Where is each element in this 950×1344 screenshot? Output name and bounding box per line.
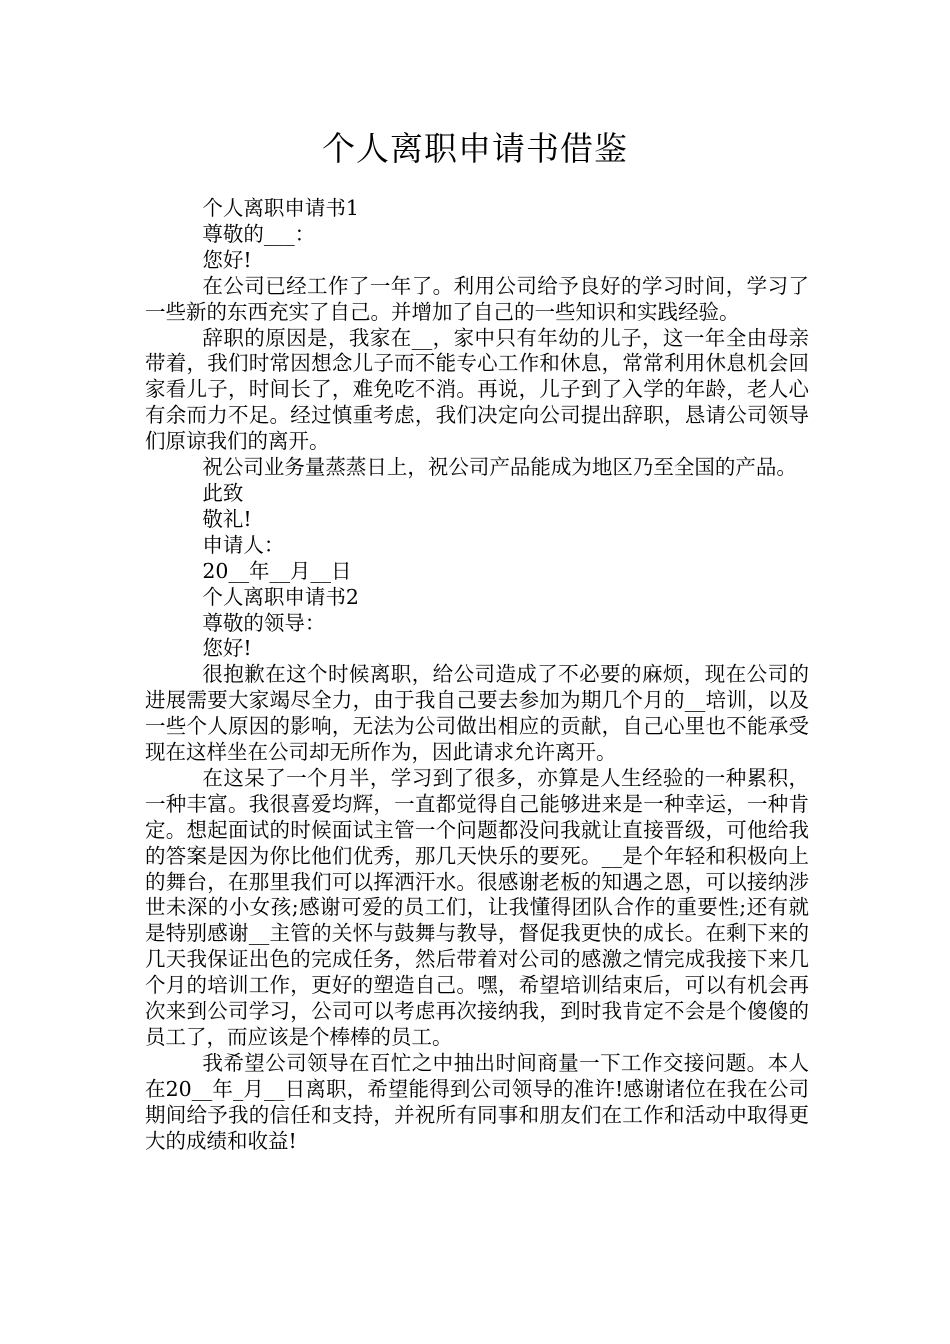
applicant-line: 申请人：: [202, 532, 285, 557]
body-paragraph: 在公司已经工作了一年了。利用公司给予良好的学习时间，学习了一些新的东西充实了自己。并增加了自己的一些知识和实践经验。: [145, 273, 809, 324]
document-title: 个人离职申请书借鉴: [322, 129, 628, 168]
date-line: 20__年__月__日: [202, 558, 352, 583]
body-paragraph: 祝公司业务量蒸蒸日上，祝公司产品能成为地区乃至全国的产品。: [202, 455, 797, 480]
salutation: 尊敬的___：: [202, 221, 316, 246]
closing-salute: 敬礼!: [202, 506, 252, 531]
greeting: 您好!: [202, 636, 252, 661]
closing-line: 此致: [202, 480, 244, 505]
document-body: [145, 196, 809, 1155]
body-paragraph: 在这呆了一个月半，学习到了很多，亦算是人生经验的一种累积，一种丰富。我很喜爱均辉，一直都觉得自己能够进来是一种幸运，一种肯定。想起面试的时候面试主管一个问题都没问我就让直接晋级，可他给我的答案是因为你比他们优秀，那几天快乐的要死。__是个年轻和积极向上的舞台，在那里我们可以挥洒汗水。很感谢老板的知遇之恩，可以接纳涉世未深的小女孩;感谢可爱的员工们，让我懂得团队合作的重要性;还有就是特别感谢__主管的关怀与鼓舞与教导，督促我更快的成长。在剩下来的几天我保证出色的完成任务，然后带着对公司的感激之情完成我接下来几个月的培训工作，更好的塑造自己。嘿，希望培训结束后，可以有机会再次来到公司学习，公司可以考虑再次接纳我，到时我肯定不会是个傻傻的员工了，而应该是个棒棒的员工。: [145, 765, 809, 1049]
body-paragraph: 我希望公司领导在百忙之中抽出时间商量一下工作交接问题。本人在20__年_月__日离职，希望能得到公司领导的准许!感谢诸位在我在公司期间给予我的信任和支持，并祝所有同事和朋友们在工作和活动中取得更大的成绩和收益!: [145, 1050, 809, 1153]
section-heading-1: 个人离职申请书1: [202, 196, 359, 220]
body-paragraph: 很抱歉在这个时候离职，给公司造成了不必要的麻烦，现在公司的进展需要大家竭尽全力，由于我自己要去参加为期几个月的__培训，以及一些个人原因的影响，无法为公司做出相应的贡献，自己心里也不能承受现在这样坐在公司却无所作为，因此请求允许离开。: [145, 662, 809, 765]
section-heading-2: 个人离职申请书2: [202, 584, 359, 609]
body-paragraph: 辞职的原因是，我家在__，家中只有年幼的儿子，这一年全由母亲带着，我们时常因想念儿子而不能专心工作和休息，常常利用休息机会回家看儿子，时间长了，难免吃不消。再说，儿子到了入学的年龄，老人心有余而力不足。经过慎重考虑，我们决定向公司提出辞职，恳请公司领导们原谅我们的离开。: [145, 325, 809, 454]
greeting: 您好!: [202, 247, 252, 272]
salutation: 尊敬的领导：: [202, 610, 326, 635]
